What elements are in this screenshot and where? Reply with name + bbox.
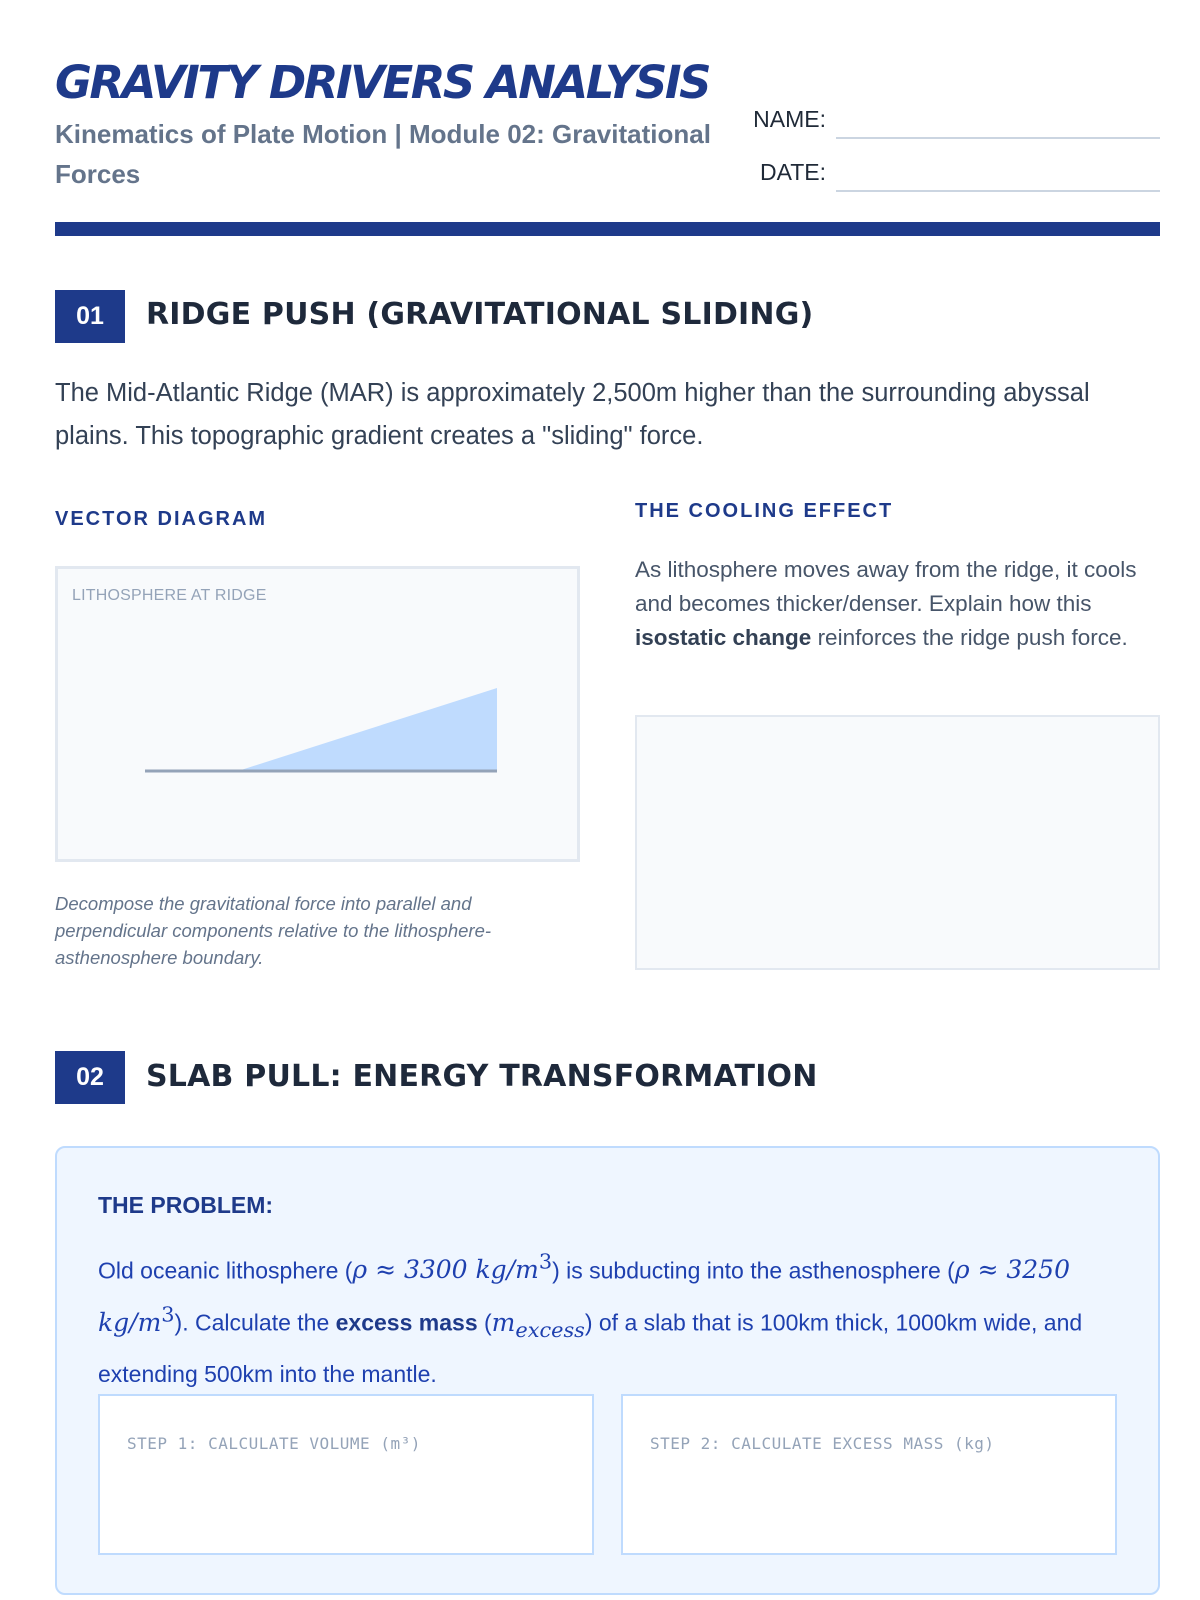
section-1-title: RIDGE PUSH (GRAVITATIONAL SLIDING): [146, 297, 814, 332]
cooling-text-end: reinforces the ridge push force.: [811, 625, 1128, 650]
problem-label: THE PROBLEM:: [98, 1192, 274, 1218]
cooling-answer-box[interactable]: [635, 715, 1160, 970]
ridge-wedge-shape: [238, 688, 497, 771]
cooling-effect-heading: THE COOLING EFFECT: [635, 500, 894, 522]
name-field[interactable]: [750, 103, 1160, 139]
mass-subscript: excess: [515, 1317, 585, 1342]
density-asthenosphere-value: ρ ≈ 3250 kg/m: [98, 1255, 1070, 1337]
cooling-text-start: As lithosphere moves away from the ridge, it cools and becomes thicker/denser. Explain how this: [635, 557, 1137, 616]
step-2-answer-box[interactable]: [621, 1394, 1117, 1555]
cooling-text-bold: isostatic change: [635, 625, 812, 650]
worksheet-page: [55, 0, 1160, 1600]
density-lithosphere-value: ρ ≈ 3300 kg/m: [352, 1255, 539, 1285]
page-subtitle: Kinematics of Plate Motion | Module 02: Gravitational Forces: [55, 119, 711, 189]
step-1-answer-box[interactable]: [98, 1394, 594, 1555]
step-2-label: STEP 2: CALCULATE EXCESS MASS (kg): [650, 1434, 995, 1453]
section-2-number: 02: [55, 1051, 125, 1104]
step-1-label: STEP 1: CALCULATE VOLUME (m³): [127, 1434, 421, 1453]
date-input-line[interactable]: [836, 190, 1160, 192]
section-1-intro: The Mid-Atlantic Ridge (MAR) is approximately 2,500m higher than the surrounding abyssal plains. This topographic gradient creates a "sliding" force.: [55, 379, 1090, 450]
problem-text-3: ). Calculate the: [174, 1309, 336, 1336]
page-title: GRAVITY DRIVERS ANALYSIS: [55, 56, 710, 109]
density-lithosphere: [352, 1250, 553, 1285]
problem-statement: [98, 1240, 1118, 1396]
vector-diagram-box[interactable]: [55, 566, 580, 862]
name-input-line[interactable]: [836, 137, 1160, 139]
section-1-number: 01: [55, 290, 125, 343]
ridge-diagram: [58, 569, 577, 859]
mass-symbol: m: [491, 1307, 516, 1337]
diagram-caption: Decompose the gravitational force into parallel and perpendicular components relative to the lithosphere-asthenosphere boundary.: [55, 893, 492, 968]
date-label: DATE:: [759, 159, 826, 185]
header-divider: [55, 222, 1160, 236]
section-2-title: SLAB PULL: ENERGY TRANSFORMATION: [146, 1059, 818, 1094]
density-lithosphere-exponent: 3: [538, 1250, 553, 1274]
diagram-label: LITHOSPHERE AT RIDGE: [72, 587, 267, 604]
problem-text-2: ) is subducting into the asthenosphere (: [552, 1257, 955, 1284]
cooling-effect-prompt: [635, 553, 1160, 655]
problem-text-4: (: [477, 1309, 492, 1336]
excess-mass-symbol: [491, 1307, 585, 1342]
density-asthenosphere-exponent: 3: [161, 1302, 175, 1327]
date-field[interactable]: [750, 156, 1160, 192]
problem-text-1: Old oceanic lithosphere (: [98, 1257, 353, 1284]
problem-box: [55, 1146, 1160, 1595]
problem-text-5: ) of a slab that is 100km thick, 1000km wide, and extending 500km into the mantle.: [98, 1309, 1083, 1387]
vector-diagram-heading: VECTOR DIAGRAM: [55, 508, 268, 530]
excess-mass-bold: excess mass: [335, 1309, 478, 1336]
name-label: NAME:: [753, 106, 826, 132]
